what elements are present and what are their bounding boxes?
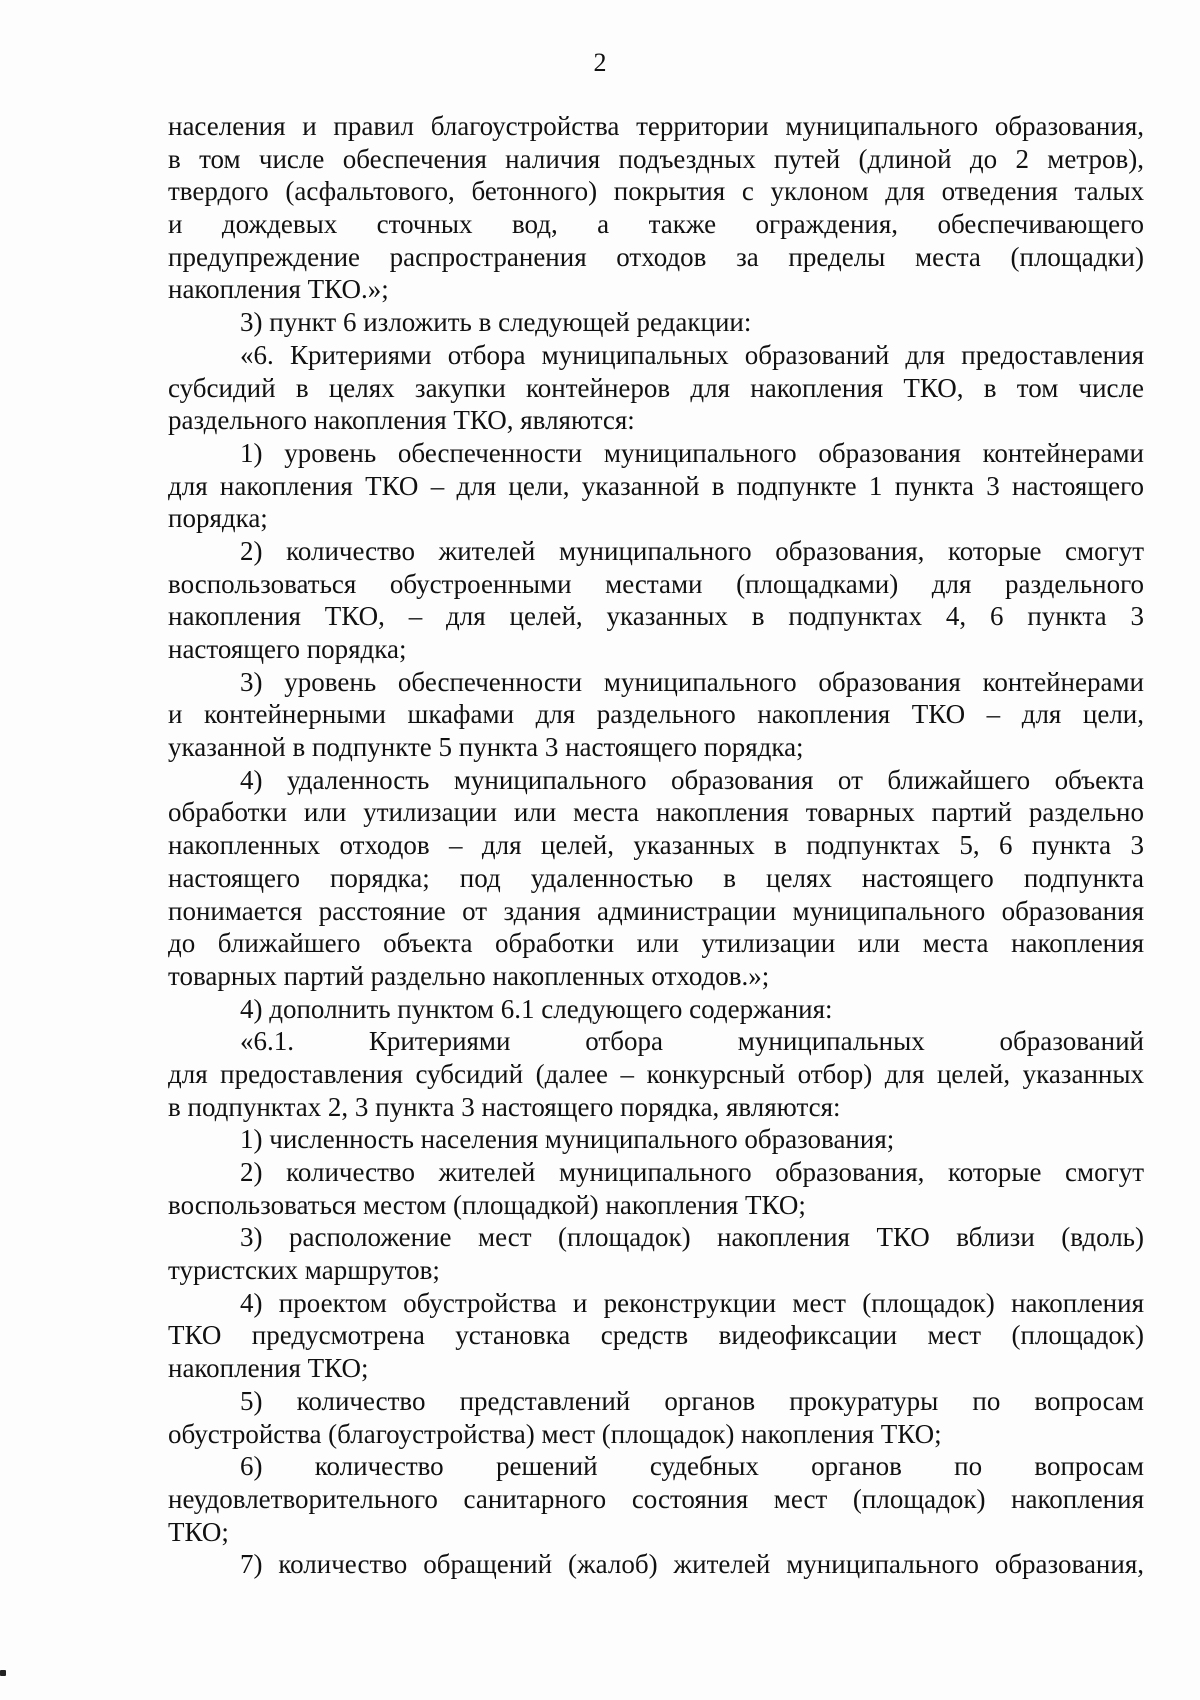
text-line: товарных партий раздельно накопленных отходов.»; xyxy=(168,960,770,991)
text-line: 2) количество жителей муниципального образования, которые смогут xyxy=(240,535,1144,566)
text-line: и контейнерными шкафами для раздельного накопления ТКО – для цели, xyxy=(168,699,1144,730)
text-line: ТКО предусмотрена установка средств видеофиксации мест (площадок) xyxy=(168,1320,1144,1351)
document-body xyxy=(168,110,1144,1581)
text-line: в том числе обеспечения наличия подъездных путей (длиной до 2 метров), xyxy=(168,143,1144,174)
text-line: воспользоваться местом (площадкой) накопления ТКО; xyxy=(168,1189,806,1220)
text-line: 5) количество представлений органов прокуратуры по вопросам xyxy=(240,1385,1144,1416)
text-line: 7) количество обращений (жалоб) жителей муниципального образования, xyxy=(240,1549,1144,1580)
text-line: накопления ТКО; xyxy=(168,1353,369,1384)
text-line: ТКО; xyxy=(168,1516,229,1547)
text-line: в подпунктах 2, 3 пункта 3 настоящего порядка, являются: xyxy=(168,1091,841,1122)
text-line: 4) проектом обустройства и реконструкции мест (площадок) накопления xyxy=(240,1287,1144,1318)
text-line: «6. Критериями отбора муниципальных образований для предоставления xyxy=(240,339,1144,370)
text-line: накопленных отходов – для целей, указанных в подпунктах 5, 6 пункта 3 xyxy=(168,830,1144,861)
text-line: предупреждение распространения отходов за пределы места (площадки) xyxy=(168,241,1144,272)
text-line: 1) уровень обеспеченности муниципального образования контейнерами xyxy=(240,437,1144,468)
text-line: населения и правил благоустройства территории муниципального образования, xyxy=(168,111,1144,141)
page-number: 2 xyxy=(593,48,607,77)
scan-corner-mark xyxy=(0,1670,6,1676)
text-line: обработки или утилизации или места накопления товарных партий раздельно xyxy=(168,797,1144,828)
text-line: 3) уровень обеспеченности муниципального образования контейнерами xyxy=(240,666,1144,697)
text-line: накопления ТКО.»; xyxy=(168,274,389,305)
text-line: «6.1. Критериями отбора муниципальных образований xyxy=(240,1026,1144,1057)
text-line: 3) расположение мест (площадок) накопления ТКО вблизи (вдоль) xyxy=(240,1222,1144,1253)
text-line: раздельного накопления ТКО, являются: xyxy=(168,405,635,436)
text-line: для накопления ТКО – для цели, указанной в подпункте 1 пункта 3 настоящего xyxy=(168,470,1144,501)
text-line: 4) удаленность муниципального образования от ближайшего объекта xyxy=(240,764,1144,795)
text-line: 6) количество решений судебных органов по вопросам xyxy=(240,1451,1144,1482)
text-line: обустройства (благоустройства) мест (площадок) накопления ТКО; xyxy=(168,1418,942,1449)
text-line: 4) дополнить пунктом 6.1 следующего содержания: xyxy=(240,993,833,1024)
text-line: 1) численность населения муниципального образования; xyxy=(240,1124,895,1155)
text-line: 3) пункт 6 изложить в следующей редакции: xyxy=(240,307,752,338)
text-line: воспользоваться обустроенными местами (площадками) для раздельного xyxy=(168,568,1144,599)
text-line: настоящего порядка; под удаленностью в целях настоящего подпункта xyxy=(168,862,1144,893)
text-line: субсидий в целях закупки контейнеров для накопления ТКО, в том числе xyxy=(168,372,1144,403)
text-line: понимается расстояние от здания администрации муниципального образования xyxy=(168,895,1144,926)
text-line: накопления ТКО, – для целей, указанных в подпунктах 4, 6 пункта 3 xyxy=(168,601,1144,632)
text-line: туристских маршрутов; xyxy=(168,1255,440,1286)
text-line: твердого (асфальтового, бетонного) покрытия с уклоном для отведения талых xyxy=(168,176,1144,207)
text-line: для предоставления субсидий (далее – конкурсный отбор) для целей, указанных xyxy=(168,1058,1144,1089)
text-line: и дождевых сточных вод, а также ограждения, обеспечивающего xyxy=(168,209,1144,240)
text-line: 2) количество жителей муниципального образования, которые смогут xyxy=(240,1157,1144,1187)
text-line: неудовлетворительного санитарного состояния мест (площадок) накопления xyxy=(168,1483,1144,1514)
text-line: до ближайшего объекта обработки или утилизации или места накопления xyxy=(168,928,1144,959)
text-line: указанной в подпункте 5 пункта 3 настоящего порядка; xyxy=(168,732,804,763)
text-line: порядка; xyxy=(168,503,268,534)
text-line: настоящего порядка; xyxy=(168,634,407,664)
